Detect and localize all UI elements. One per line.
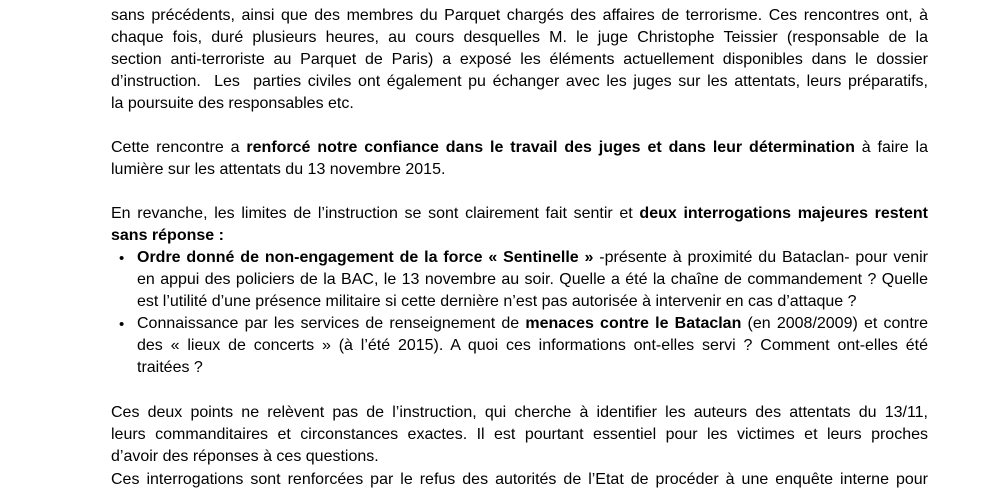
para1-line-3: section anti-terroriste au Parquet de Paris) a exposé les éléments actuellement disponibles dans le dossier — [111, 51, 928, 68]
para2-text: Cette rencontre a — [111, 139, 247, 156]
bullet1-text: -présente à proximité du Bataclan- pour venir — [593, 249, 928, 266]
para4-line-2: leurs commanditaires et circonstances exactes. Il est pourtant essentiel pour les victimes et leurs proches — [111, 426, 928, 443]
para3-emphasis-end: sans réponse : — [111, 227, 224, 244]
bullet2-emphasis: menaces contre le Bataclan — [525, 315, 742, 332]
para3-text: En revanche, les limites de l’instruction se sont clairement fait sentir et — [111, 205, 640, 222]
bullet1-emphasis: Ordre donné de non-engagement de la force « Sentinelle » — [137, 249, 594, 266]
para1-line-5: la poursuite des responsables etc. — [111, 95, 354, 112]
para4-line-3: d’avoir des réponses à ces questions. — [111, 448, 379, 465]
bullet2-text-end: (en 2008/2009) et contre — [741, 315, 928, 332]
para3-emphasis: deux interrogations majeures restent — [639, 205, 928, 222]
para1-line-2: chaque fois, duré plusieurs heures, au cours desquelles M. le juge Christophe Teissier (responsable de la — [111, 29, 928, 46]
bullet2-line-2: des « lieux de concerts » (à l’été 2015). A quoi ces informations ont-elles servi ? Comment ont-elles été — [137, 337, 928, 354]
para2-text-end: à faire la — [854, 139, 929, 156]
bullet1-line-3: est l’utilité d’une présence militaire si cette dernière n’est pas autorisée à intervenir en cas d’attaque ? — [137, 293, 857, 310]
bullet-icon: • — [119, 250, 125, 267]
para2-line-2: lumière sur les attentats du 13 novembre 2015. — [111, 161, 446, 178]
para5-line-1: Ces interrogations sont renforcées par le refus des autorités de l’Etat de procéder à une enquête interne pour — [111, 471, 928, 488]
para4-line-1: Ces deux points ne relèvent pas de l’instruction, qui cherche à identifier les auteurs des attentats du 13/11, — [111, 404, 928, 421]
para1-line-1: sans précédents, ainsi que des membres du Parquet chargés des affaires de terrorisme. Ces rencontres ont, à — [111, 7, 928, 24]
bullet1-line-2: en appui des policiers de la BAC, le 13 novembre au soir. Quelle a été la chaîne de commandement ? Quelle — [137, 271, 928, 288]
para2-line-1 — [111, 137, 928, 159]
bullet2-line-1 — [137, 313, 928, 335]
bullet-icon: • — [119, 316, 125, 333]
para3-line-1 — [111, 203, 928, 225]
bullet2-text: Connaissance par les services de renseignement de — [137, 315, 526, 332]
para3-line-2 — [111, 225, 224, 247]
para1-line-4: d’instruction. Les parties civiles ont également pu échanger avec les juges sur les attentats, leurs préparatifs, — [111, 73, 928, 90]
para2-emphasis: renforcé notre confiance dans le travail des juges et dans leur détermination — [246, 139, 855, 156]
bullet2-line-3: traitées ? — [137, 359, 203, 376]
bullet1-line-1 — [137, 247, 928, 269]
